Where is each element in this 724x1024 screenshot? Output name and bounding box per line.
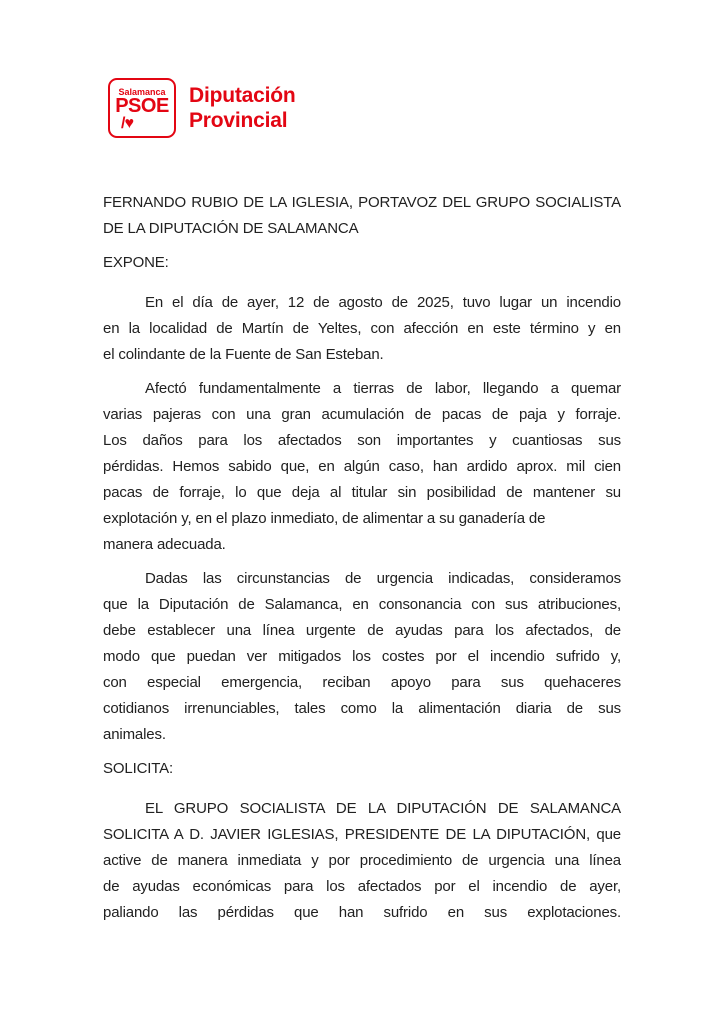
text-line: SOLICITA A D. JAVIER IGLESIAS, PRESIDENTE DE LA DIPUTACIÓN, que: [103, 826, 621, 843]
paragraph-solicitud: [103, 796, 621, 926]
text-line: pérdidas. Hemos sabido que, en algún caso, han ardido aprox. mil cien: [103, 458, 621, 475]
text-line: Los daños para los afectados son importantes y cuantiosas sus: [103, 432, 621, 449]
text-line: con especial emergencia, reciban apoyo para sus quehaceres: [103, 674, 621, 691]
text-line: debe establecer una línea urgente de ayudas para los afectados, de: [103, 622, 621, 639]
text-line: que la Diputación de Salamanca, en consonancia con sus atribuciones,: [103, 596, 621, 613]
text-line: el colindante de la Fuente de San Esteban.: [103, 346, 384, 363]
text-line: modo que puedan ver mitigados los costes por el incendio sufrido y,: [103, 648, 621, 665]
text-line: cotidianos irrenunciables, tales como la alimentación diaria de sus: [103, 700, 621, 717]
slash-icon: /: [121, 114, 125, 132]
text-line: paliando las pérdidas que han sufrido en sus explotaciones.: [103, 904, 621, 921]
solicita-label: [103, 756, 621, 782]
text-line: Dadas las circunstancias de urgencia indicadas, consideramos: [145, 570, 621, 587]
text-line: En el día de ayer, 12 de agosto de 2025, tuvo lugar un incendio: [145, 294, 621, 311]
psoe-badge-party-label: PSOE: [115, 94, 169, 117]
text-line: manera adecuada.: [103, 536, 226, 553]
paragraph-urgencia: [103, 566, 621, 748]
organization-name-line2: Provincial: [189, 109, 288, 132]
expone-label-text: EXPONE:: [103, 254, 169, 271]
text-line: explotación y, en el plazo inmediato, de alimentar a su ganadería de: [103, 510, 546, 527]
text-line: pacas de forraje, lo que deja al titular sin posibilidad de mantener su: [103, 484, 621, 501]
text-line: FERNANDO RUBIO DE LA IGLESIA, PORTAVOZ DEL GRUPO SOCIALISTA: [103, 194, 621, 211]
psoe-logo-badge: [108, 78, 176, 138]
heart-icon: ♥: [124, 114, 133, 132]
text-line: en la localidad de Martín de Yeltes, con afección en este término y en: [103, 320, 621, 337]
organization-name-line1: Diputación: [189, 84, 296, 107]
text-line: DE LA DIPUTACIÓN DE SALAMANCA: [103, 220, 359, 237]
expone-label: [103, 250, 621, 276]
text-line: de ayudas económicas para los afectados por el incendio de ayer,: [103, 878, 621, 895]
text-line: animales.: [103, 726, 166, 743]
text-line: EL GRUPO SOCIALISTA DE LA DIPUTACIÓN DE SALAMANCA: [145, 800, 621, 817]
organization-wordmark: [189, 83, 296, 133]
text-line: Afectó fundamentalmente a tierras de labor, llegando a quemar: [145, 380, 621, 397]
text-line: varias pajeras con una gran acumulación de pacas de paja y forraje.: [103, 406, 621, 423]
psoe-diputacion-logo: [108, 78, 296, 138]
solicita-label-text: SOLICITA:: [103, 760, 174, 777]
paragraph-danos: [103, 376, 621, 558]
letter-heading: [103, 190, 621, 242]
psoe-badge-region-label: Salamanca: [118, 86, 166, 97]
psoe-badge-mark: [121, 116, 133, 131]
letter-body: [103, 190, 621, 934]
paragraph-incendio: [103, 290, 621, 368]
text-line: active de manera inmediata y por procedimiento de urgencia una línea: [103, 852, 621, 869]
